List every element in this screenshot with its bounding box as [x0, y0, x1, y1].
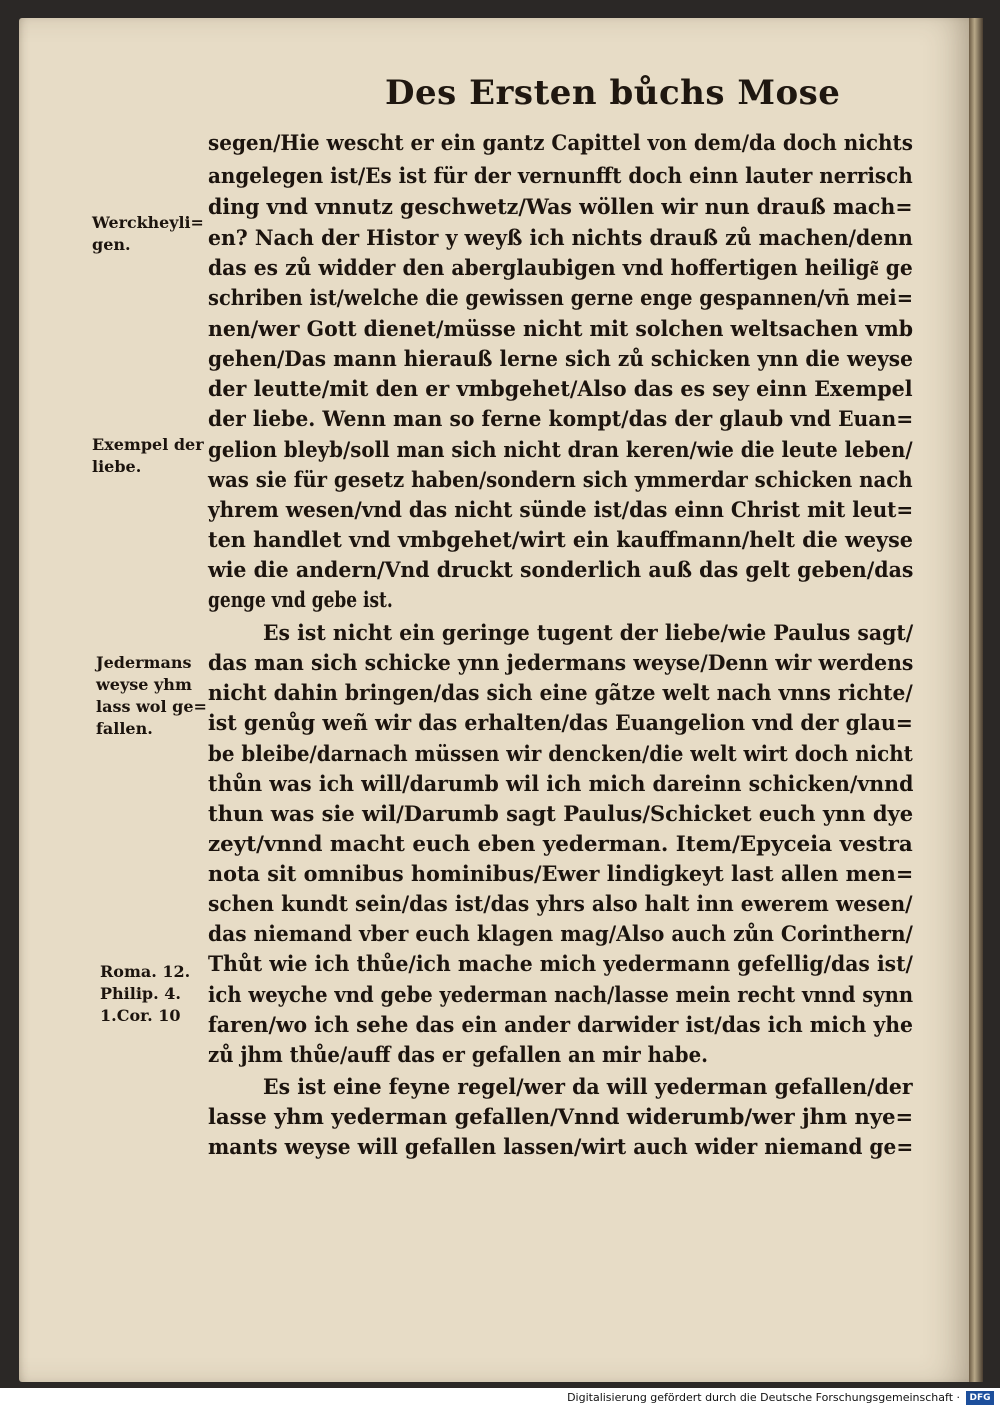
marginal-note-line: Philip. 4. — [100, 984, 181, 1003]
marginal-note-line: Werckheyli= — [92, 213, 204, 232]
marginal-note-line: weyse yhm — [96, 675, 192, 694]
text-line: en? Nach der Histor y weyß ich nichts drauß zů machen/denn — [208, 226, 913, 251]
text-line: faren/wo ich sehe das ein ander darwider ist/das ich mich yhe — [208, 1013, 913, 1038]
running-head: Des Ersten bůchs Mose — [385, 73, 841, 113]
text-line: genge vnd gebe ist. — [208, 588, 393, 613]
text-line: nen/wer Gott dienet/müsse nicht mit solchen weltsachen vmb — [208, 317, 914, 342]
text-line: segen/Hie wescht er ein gantz Capittel von dem/da doch nichts — [208, 131, 914, 156]
marginal-note-line: Roma. 12. — [100, 962, 191, 981]
text-line: das man sich schicke ynn jedermans weyse/Denn wir werdens — [208, 651, 914, 676]
text-line: angelegen ist/Es ist für der vernunfft doch einn lauter nerrisch — [208, 164, 913, 189]
funding-footer: Digitalisierung gefördert durch die Deutsche Forschungsgemeinschaft · — [567, 1391, 960, 1404]
marginal-note-line: 1.Cor. 10 — [100, 1006, 181, 1025]
marginal-note-line: gen. — [92, 235, 131, 254]
text-line: Es ist eine feyne regel/wer da will yederman gefallen/der — [263, 1075, 913, 1100]
text-line: schriben ist/welche die gewissen gerne enge gespannen/vn̄ mei= — [208, 286, 913, 311]
marginal-note-line: liebe. — [92, 457, 142, 476]
marginal-note-line: Jedermans — [96, 653, 192, 672]
text-line: thůn was ich will/darumb wil ich mich dareinn schicken/vnnd — [208, 772, 914, 797]
text-line: nota sit omnibus hominibus/Ewer lindigkeyt last allen men= — [208, 862, 914, 887]
text-line: das niemand vber euch klagen mag/Also auch zůn Corinthern/ — [208, 922, 913, 947]
text-line: ding vnd vnnutz geschwetz/Was wöllen wir nun drauß mach= — [208, 195, 913, 220]
text-line: wie die andern/Vnd druckt sonderlich auß das gelt geben/das — [208, 558, 914, 583]
dfg-logo: DFG — [966, 1391, 994, 1405]
text-line: Es ist nicht ein geringe tugent der liebe/wie Paulus sagt/ — [263, 621, 914, 646]
text-line: lasse yhm yederman gefallen/Vnnd widerumb/wer jhm nye= — [208, 1105, 914, 1130]
text-line: yhrem wesen/vnd das nicht sünde ist/das einn Christ mit leut= — [208, 498, 914, 523]
text-line: thun was sie wil/Darumb sagt Paulus/Schicket euch ynn dye — [208, 802, 914, 827]
text-line: ist genůg weñ wir das erhalten/das Euangelion vnd der glau= — [208, 711, 913, 736]
text-line: ten handlet vnd vmbgehet/wirt ein kauffmann/helt die weyse — [208, 528, 913, 553]
marginal-note-line: Exempel der — [92, 435, 204, 454]
text-line: der leutte/mit den er vmbgehet/Also das es sey einn Exempel — [208, 377, 913, 402]
text-line: das es zů widder den aberglaubigen vnd hoffertigen heilige͂ ge — [208, 256, 913, 281]
text-line: Thůt wie ich thůe/ich mache mich yedermann gefellig/das ist/ — [208, 952, 913, 977]
text-line: mants weyse will gefallen lassen/wirt auch wider niemand ge= — [208, 1135, 914, 1160]
page-binding-edge — [969, 18, 983, 1382]
text-line: zeyt/vnnd macht euch eben yederman. Item/Epyceia vestra — [208, 832, 913, 857]
text-line: gelion bleyb/soll man sich nicht dran keren/wie die leute leben/ — [208, 438, 913, 463]
text-line: nicht dahin bringen/das sich eine gãtze welt nach vnns richte/ — [208, 681, 913, 706]
marginal-note-line: fallen. — [96, 719, 153, 738]
text-line: schen kundt sein/das ist/das yhrs also halt inn ewerem wesen/ — [208, 892, 913, 917]
text-line: gehen/Das mann hierauß lerne sich zů schicken ynn die weyse — [208, 347, 913, 372]
text-line: der liebe. Wenn man so ferne kompt/das der glaub vnd Euan= — [208, 407, 914, 432]
text-line: was sie für gesetz haben/sondern sich ymmerdar schicken nach — [208, 468, 913, 493]
text-line: zů jhm thůe/auff das er gefallen an mir habe. — [208, 1043, 708, 1068]
marginal-note-line: lass wol ge= — [96, 697, 207, 716]
text-line: ich weyche vnd gebe yederman nach/lasse mein recht vnnd synn — [208, 983, 914, 1008]
text-line: be bleibe/darnach müssen wir dencken/die welt wirt doch nicht — [208, 742, 913, 767]
